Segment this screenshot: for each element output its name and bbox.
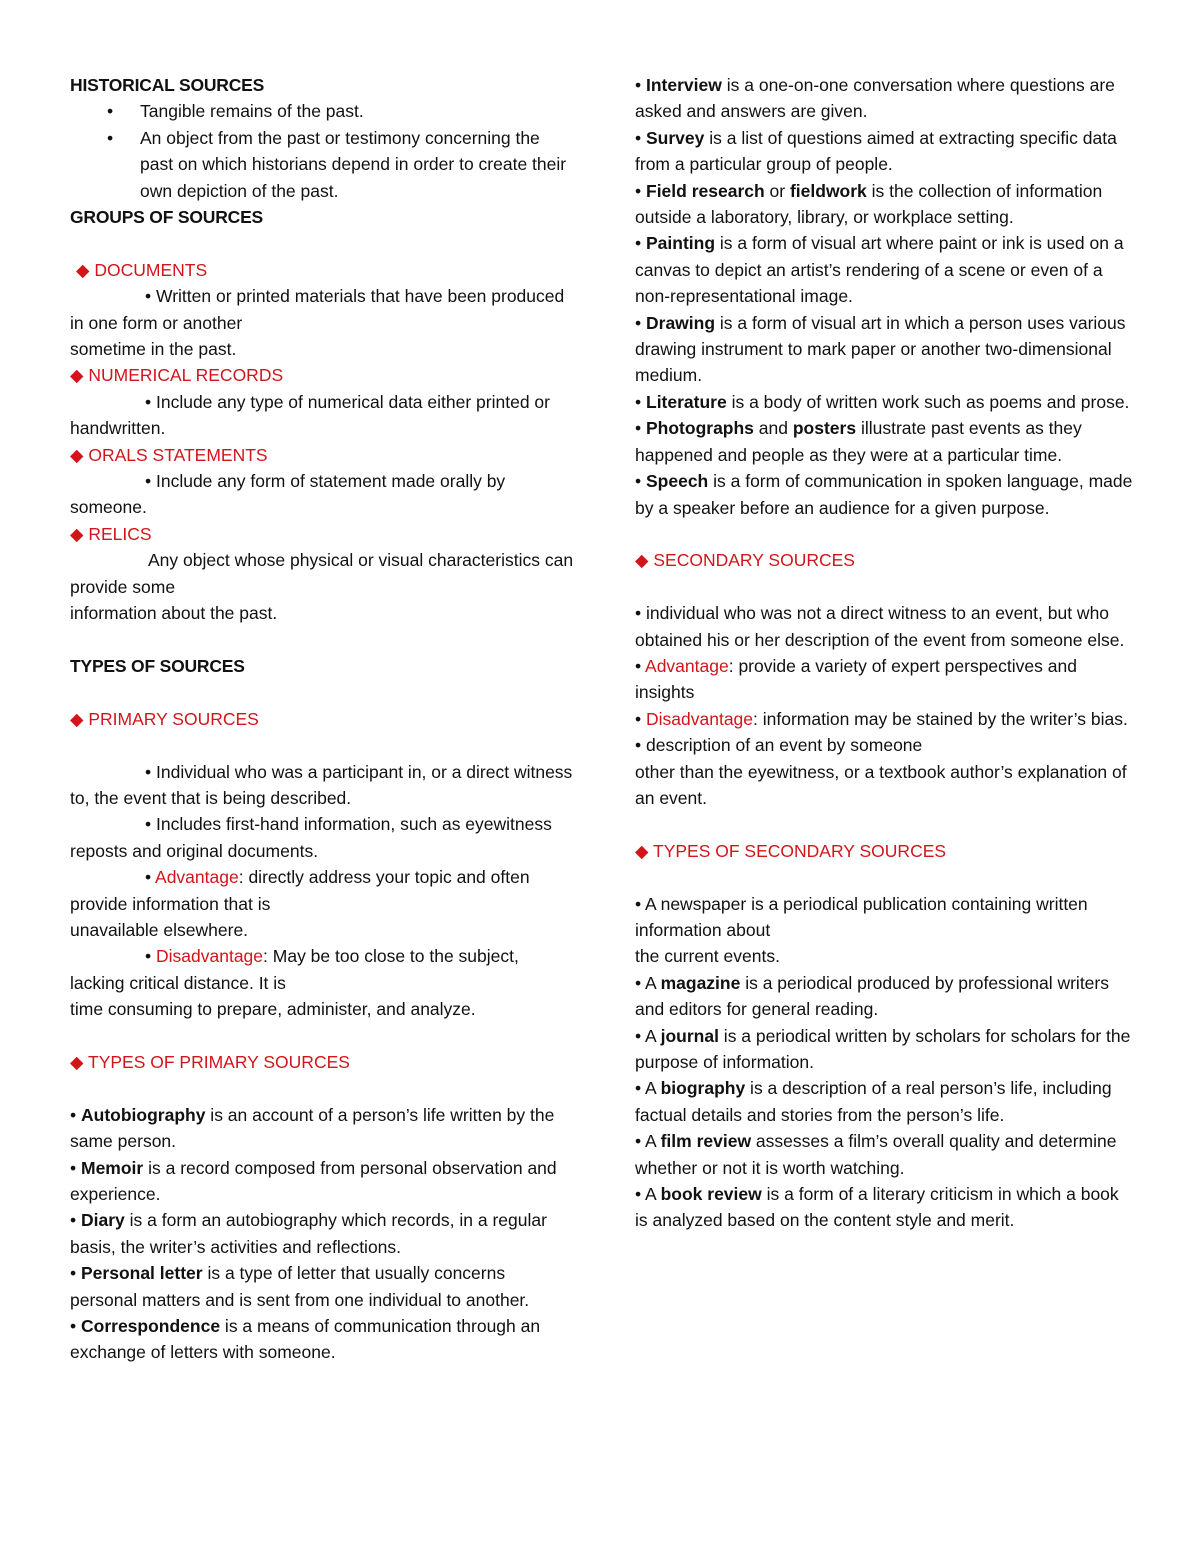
list-item: • Correspondence is a means of communication through an exchange of letters with someone. bbox=[70, 1316, 541, 1363]
relics-heading: ◆ RELICS bbox=[70, 523, 152, 544]
documents-text-cont: sometime in the past. bbox=[70, 339, 237, 360]
diamond-bullet-icon: ◆ bbox=[70, 444, 84, 465]
advantage-label: Advantage bbox=[645, 655, 729, 676]
list-item: • Diary is a form an autobiography which records, in a regular basis, the writer’s activities and reflections. bbox=[70, 1210, 547, 1257]
list-item: • A book review is a form of a literary criticism in which a book is analyzed based on the content style and merit. bbox=[635, 1184, 1119, 1231]
diamond-bullet-icon: ◆ bbox=[70, 523, 84, 544]
groups-of-sources-heading: GROUPS OF SOURCES bbox=[70, 207, 264, 228]
types-of-sources-heading: TYPES OF SOURCES bbox=[70, 655, 245, 676]
list-item-cont: the current events. bbox=[635, 946, 780, 967]
list-item: • Tangible remains of the past. bbox=[70, 98, 575, 124]
secondary-description: • description of an event by someone bbox=[635, 735, 923, 756]
documents-heading: ◆ DOCUMENTS bbox=[76, 259, 208, 280]
list-item: • Drawing is a form of visual art in which a person uses various drawing instrument to mark paper or another two-dimensional medium. bbox=[635, 312, 1126, 386]
historical-sources-list bbox=[70, 98, 575, 204]
list-item: • Autobiography is an account of a person’s life written by the same person. bbox=[70, 1104, 555, 1152]
list-item: • Memoir is a record composed from personal observation and experience. bbox=[70, 1157, 557, 1204]
primary-disadvantage-cont: time consuming to prepare, administer, and analyze. bbox=[70, 999, 476, 1020]
list-item: • An object from the past or testimony concerning the past on which historians depend in order to create their own depiction of the past. bbox=[70, 125, 575, 204]
list-item: • A journal is a periodical written by scholars for scholars for the purpose of information. bbox=[635, 1025, 1131, 1072]
orals-statements-text: • Include any form of statement made orally by someone. bbox=[70, 471, 506, 518]
relics-text: Any object whose physical or visual characteristics can provide some bbox=[70, 550, 574, 597]
list-item: • A film review assesses a film’s overall quality and determine whether or not it is worth watching. bbox=[635, 1131, 1117, 1178]
diamond-bullet-icon: ◆ bbox=[635, 550, 649, 571]
list-item: • A newspaper is a periodical publication containing written information about bbox=[635, 893, 1088, 940]
disadvantage-label: Disadvantage bbox=[156, 946, 264, 967]
primary-advantage-cont: unavailable elsewhere. bbox=[70, 919, 249, 940]
historical-sources-heading: HISTORICAL SOURCES bbox=[70, 75, 265, 95]
list-item: • Personal letter is a type of letter that usually concerns personal matters and is sent from one individual to another. bbox=[70, 1263, 530, 1310]
secondary-sources-heading: ◆ SECONDARY SOURCES bbox=[635, 550, 855, 571]
secondary-sources-point: • individual who was not a direct witness to an event, but who obtained his or her description of the event from someone else. bbox=[635, 603, 1125, 650]
diamond-bullet-icon: ◆ bbox=[635, 840, 649, 861]
secondary-advantage: • Advantage: provide a variety of expert perspectives and insights bbox=[635, 655, 1077, 703]
types-of-primary-sources-heading: ◆ TYPES OF PRIMARY SOURCES bbox=[70, 1051, 350, 1072]
primary-advantage: • Advantage: directly address your topic and often provide information that is bbox=[70, 867, 530, 914]
bullet-icon: • bbox=[107, 127, 114, 148]
list-item: • Literature is a body of written work such as poems and prose. bbox=[635, 391, 1130, 412]
list-item: • A magazine is a periodical produced by professional writers and editors for general reading. bbox=[635, 972, 1109, 1020]
advantage-label: Advantage bbox=[155, 867, 239, 888]
numerical-records-heading: ◆ NUMERICAL RECORDS bbox=[70, 365, 284, 386]
list-item: • Painting is a form of visual art where paint or ink is used on a canvas to depict an artist’s rendering of a scene or even of a non-representational image. bbox=[635, 233, 1124, 307]
bullet-icon: • bbox=[107, 101, 114, 122]
list-item: • Survey is a list of questions aimed at extracting specific data from a particular group of people. bbox=[635, 127, 1117, 175]
left-column bbox=[70, 72, 575, 1366]
secondary-description-cont: other than the eyewitness, or a textbook author’s explanation of an event. bbox=[635, 761, 1127, 808]
relics-text-cont: information about the past. bbox=[70, 603, 278, 624]
types-of-secondary-sources-heading: ◆ TYPES OF SECONDARY SOURCES bbox=[635, 840, 947, 861]
orals-statements-heading: ◆ ORALS STATEMENTS bbox=[70, 444, 268, 465]
list-item: • Photographs and posters illustrate past events as they happened and people as they were at a particular time. bbox=[635, 418, 1082, 465]
secondary-disadvantage: • Disadvantage: information may be stained by the writer’s bias. bbox=[635, 708, 1128, 729]
diamond-bullet-icon: ◆ bbox=[70, 708, 84, 729]
list-item: • Speech is a form of communication in spoken language, made by a speaker before an audience for a given purpose. bbox=[635, 471, 1133, 518]
diamond-bullet-icon: ◆ bbox=[70, 1051, 84, 1072]
disadvantage-label: Disadvantage bbox=[646, 708, 754, 729]
documents-text: • Written or printed materials that have been produced in one form or another bbox=[70, 286, 565, 333]
primary-sources-heading: ◆ PRIMARY SOURCES bbox=[70, 708, 259, 729]
diamond-bullet-icon: ◆ bbox=[70, 365, 84, 386]
primary-sources-point: • Includes first-hand information, such as eyewitness reposts and original documents. bbox=[70, 814, 552, 861]
primary-sources-point: • Individual who was a participant in, or a direct witness to, the event that is being described. bbox=[70, 761, 573, 808]
list-item: • Field research or fieldwork is the collection of information outside a laboratory, library, or workplace setting. bbox=[635, 180, 1103, 228]
diamond-bullet-icon: ◆ bbox=[76, 259, 90, 280]
right-column bbox=[635, 72, 1135, 1234]
list-item: • A biography is a description of a real person’s life, including factual details and stories from the person’s life. bbox=[635, 1078, 1112, 1125]
primary-disadvantage: • Disadvantage: May be too close to the subject, lacking critical distance. It is bbox=[70, 946, 519, 993]
numerical-records-text: • Include any type of numerical data either printed or handwritten. bbox=[70, 391, 550, 439]
list-item: • Interview is a one-on-one conversation where questions are asked and answers are given. bbox=[635, 75, 1115, 122]
